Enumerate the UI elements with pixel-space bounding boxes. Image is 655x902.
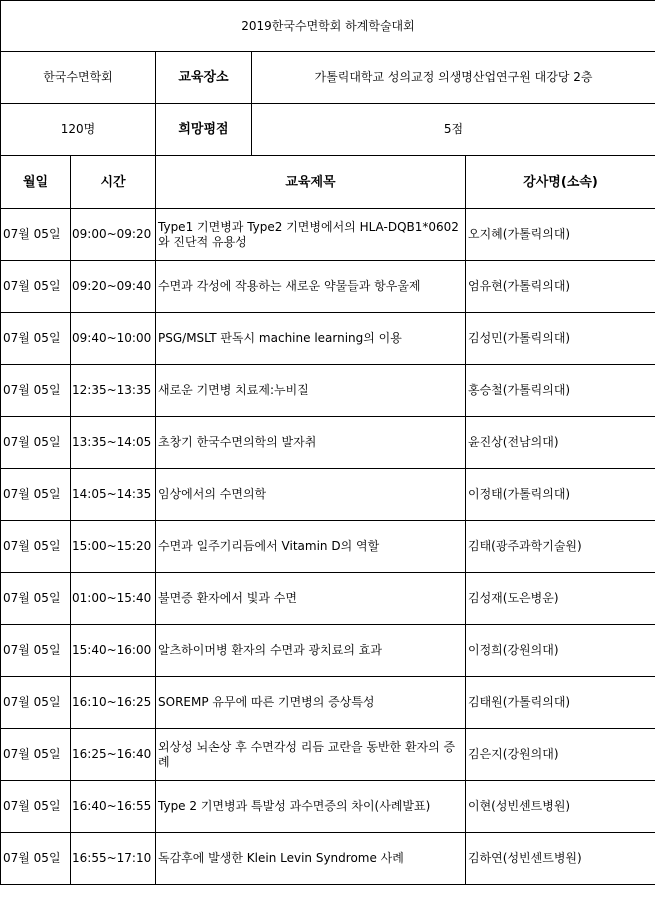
session-topic: 알츠하이머병 환자의 수면과 광치료의 효과: [156, 625, 466, 677]
points-label: 희망평점: [156, 104, 252, 156]
session-speaker: 김성재(도은병운): [466, 573, 655, 625]
organizer-cell: 한국수면학회: [1, 52, 156, 104]
session-topic: PSG/MSLT 판독시 machine learning의 이용: [156, 313, 466, 365]
session-speaker: 김태원(가톨릭의대): [466, 677, 655, 729]
session-speaker: 이정태(가톨릭의대): [466, 469, 655, 521]
session-time: 12:35~13:35: [71, 365, 156, 417]
session-time: 01:00~15:40: [71, 573, 156, 625]
table-row: [1, 573, 655, 625]
session-speaker: 엄유현(가톨릭의대): [466, 261, 655, 313]
session-topic: SOREMP 유무에 따른 기면병의 증상특성: [156, 677, 466, 729]
location-label: 교육장소: [156, 52, 252, 104]
session-time: 09:00~09:20: [71, 209, 156, 261]
session-topic: 새로운 기면병 치료제:누비질: [156, 365, 466, 417]
capacity-row: [1, 104, 655, 156]
session-speaker: 오지혜(가톨릭의대): [466, 209, 655, 261]
session-time: 16:40~16:55: [71, 781, 156, 833]
title-row: [1, 1, 655, 52]
session-topic: 불면증 환자에서 빛과 수면: [156, 573, 466, 625]
session-date: 07월 05일: [1, 729, 71, 781]
session-topic: 수면과 일주기리듬에서 Vitamin D의 역할: [156, 521, 466, 573]
session-date: 07월 05일: [1, 469, 71, 521]
session-date: 07월 05일: [1, 261, 71, 313]
session-time: 09:20~09:40: [71, 261, 156, 313]
session-time: 13:35~14:05: [71, 417, 156, 469]
session-date: 07월 05일: [1, 417, 71, 469]
session-speaker: 김은지(강원의대): [466, 729, 655, 781]
session-topic: Type 2 기면병과 특발성 과수면증의 차이(사례발표): [156, 781, 466, 833]
session-date: 07월 05일: [1, 677, 71, 729]
location-row: [1, 52, 655, 104]
session-speaker: 이현(성빈센트병원): [466, 781, 655, 833]
table-row: [1, 209, 655, 261]
table-row: [1, 469, 655, 521]
table-row: [1, 625, 655, 677]
session-time: 09:40~10:00: [71, 313, 156, 365]
session-time: 15:00~15:20: [71, 521, 156, 573]
header-row: [1, 156, 655, 209]
session-date: 07월 05일: [1, 313, 71, 365]
session-time: 14:05~14:35: [71, 469, 156, 521]
table-row: [1, 417, 655, 469]
table-row: [1, 677, 655, 729]
session-speaker: 이정희(강원의대): [466, 625, 655, 677]
header-topic: 교육제목: [156, 156, 466, 209]
session-speaker: 윤진상(전남의대): [466, 417, 655, 469]
session-speaker: 김태(광주과학기술원): [466, 521, 655, 573]
session-date: 07월 05일: [1, 209, 71, 261]
table-row: [1, 521, 655, 573]
session-date: 07월 05일: [1, 365, 71, 417]
session-date: 07월 05일: [1, 833, 71, 885]
session-time: 16:10~16:25: [71, 677, 156, 729]
session-speaker: 홍승철(가톨릭의대): [466, 365, 655, 417]
session-time: 16:55~17:10: [71, 833, 156, 885]
session-date: 07월 05일: [1, 625, 71, 677]
session-topic: 독감후에 발생한 Klein Levin Syndrome 사례: [156, 833, 466, 885]
capacity-cell: 120명: [1, 104, 156, 156]
session-date: 07월 05일: [1, 521, 71, 573]
session-date: 07월 05일: [1, 573, 71, 625]
table-row: [1, 729, 655, 781]
session-topic: Type1 기면병과 Type2 기면병에서의 HLA-DQB1*0602와 진단적 유용성: [156, 209, 466, 261]
table-row: [1, 781, 655, 833]
page-title: 2019한국수면학회 하계학술대회: [1, 1, 655, 52]
table-row: [1, 365, 655, 417]
session-speaker: 김성민(가톨릭의대): [466, 313, 655, 365]
table-row: [1, 833, 655, 885]
table-row: [1, 313, 655, 365]
session-time: 15:40~16:00: [71, 625, 156, 677]
header-speaker: 강사명(소속): [466, 156, 655, 209]
session-time: 16:25~16:40: [71, 729, 156, 781]
table-row: [1, 261, 655, 313]
session-topic: 외상성 뇌손상 후 수면각성 리듬 교란을 동반한 환자의 증례: [156, 729, 466, 781]
header-time: 시간: [71, 156, 156, 209]
session-speaker: 김하연(성빈센트병원): [466, 833, 655, 885]
session-date: 07월 05일: [1, 781, 71, 833]
header-date: 월일: [1, 156, 71, 209]
session-topic: 수면과 각성에 작용하는 새로운 약물들과 항우울제: [156, 261, 466, 313]
session-topic: 임상에서의 수면의학: [156, 469, 466, 521]
session-topic: 초창기 한국수면의학의 발자취: [156, 417, 466, 469]
points-value: 5점: [252, 104, 655, 156]
location-value: 가톨릭대학교 성의교정 의생명산업연구원 대강당 2층: [252, 52, 655, 104]
